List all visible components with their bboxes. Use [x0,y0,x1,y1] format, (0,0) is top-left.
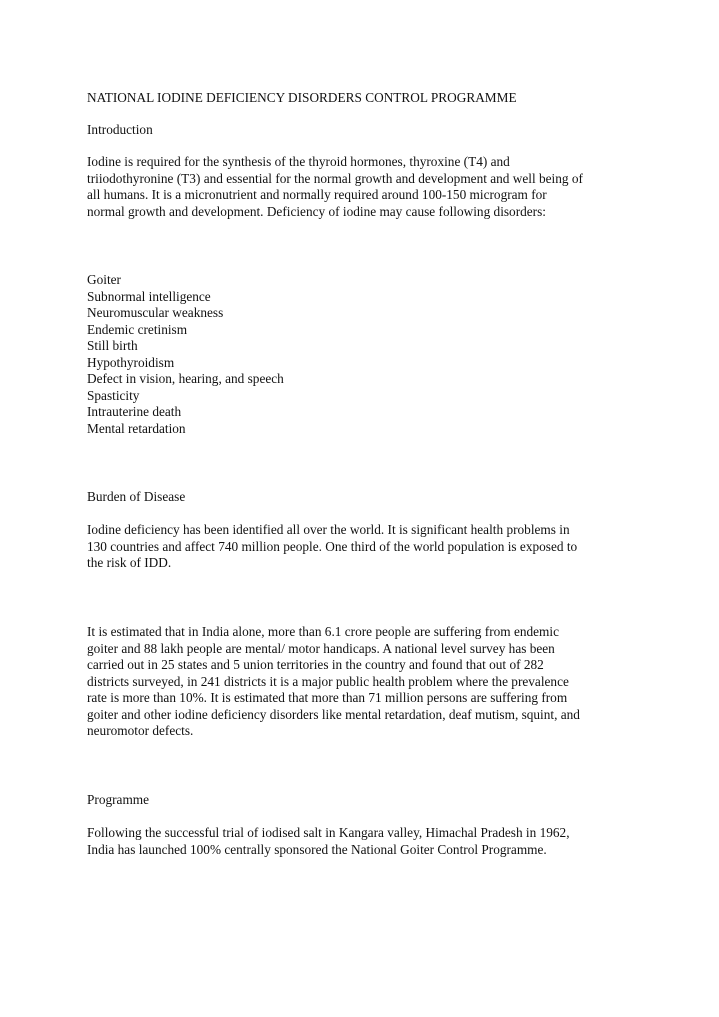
burden-paragraph [87,522,647,572]
list-item: Hypothyroidism [87,354,175,370]
paragraph-line: triiodothyronine (T3) and essential for the normal growth and development and well being of [87,170,583,186]
paragraph-line: districts surveyed, in 241 districts it is a major public health problem where the prevalence [87,673,569,689]
list-item: Neuromuscular weakness [87,305,224,320]
list-item: Goiter [87,272,121,287]
paragraph-line: carried out in 25 states and 5 union territories in the country and found that out of 282 [87,657,544,672]
document-title [87,90,647,107]
india-paragraph [87,624,647,740]
paragraph-line: India has launched 100% centrally sponsored the National Goiter Control Programme. [87,841,547,857]
paragraph-line: normal growth and development. Deficiency of iodine may cause following disorders: [87,203,546,219]
burden-heading [87,489,647,506]
burden-heading-text: Burden of Disease [87,489,186,504]
list-item: Defect in vision, hearing, and speech [87,371,284,386]
intro-paragraph [87,154,647,220]
paragraph-line: goiter and 88 lakh people are mental/ motor handicaps. A national level survey has been [87,640,555,656]
intro-heading [87,122,647,139]
paragraph-line: neuromotor defects. [87,723,194,738]
paragraph-line: goiter and other iodine deficiency disorders like mental retardation, deaf mutism, squint, and [87,706,580,722]
paragraph-line: Following the successful trial of iodised salt in Kangara valley, Himachal Pradesh in 1962, [87,825,570,840]
list-item: Subnormal intelligence [87,288,211,304]
list-item: Spasticity [87,387,140,403]
list-item: Still birth [87,338,138,353]
paragraph-line: Iodine deficiency has been identified all over the world. It is significant health problems in [87,522,570,537]
programme-heading-text: Programme [87,792,150,807]
paragraph-line: 130 countries and affect 740 million people. One third of the world population is exposed to [87,538,578,554]
paragraph-line: all humans. It is a micronutrient and normally required around 100-150 microgram for [87,187,547,202]
list-item: Endemic cretinism [87,321,188,337]
list-item: Mental retardation [87,420,186,436]
paragraph-line: Iodine is required for the synthesis of the thyroid hormones, thyroxine (T4) and [87,154,510,169]
list-item: Intrauterine death [87,404,182,419]
programme-heading [87,792,647,809]
paragraph-line: rate is more than 10%. It is estimated that more than 71 million persons are suffering from [87,690,568,705]
title-text: NATIONAL IODINE DEFICIENCY DISORDERS CONTROL PROGRAMME [87,90,517,105]
disorders-list [87,272,647,437]
intro-heading-text: Introduction [87,122,153,137]
paragraph-line: the risk of IDD. [87,555,172,570]
paragraph-line: It is estimated that in India alone, more than 6.1 crore people are suffering from endemic [87,624,559,639]
programme-paragraph [87,825,647,858]
